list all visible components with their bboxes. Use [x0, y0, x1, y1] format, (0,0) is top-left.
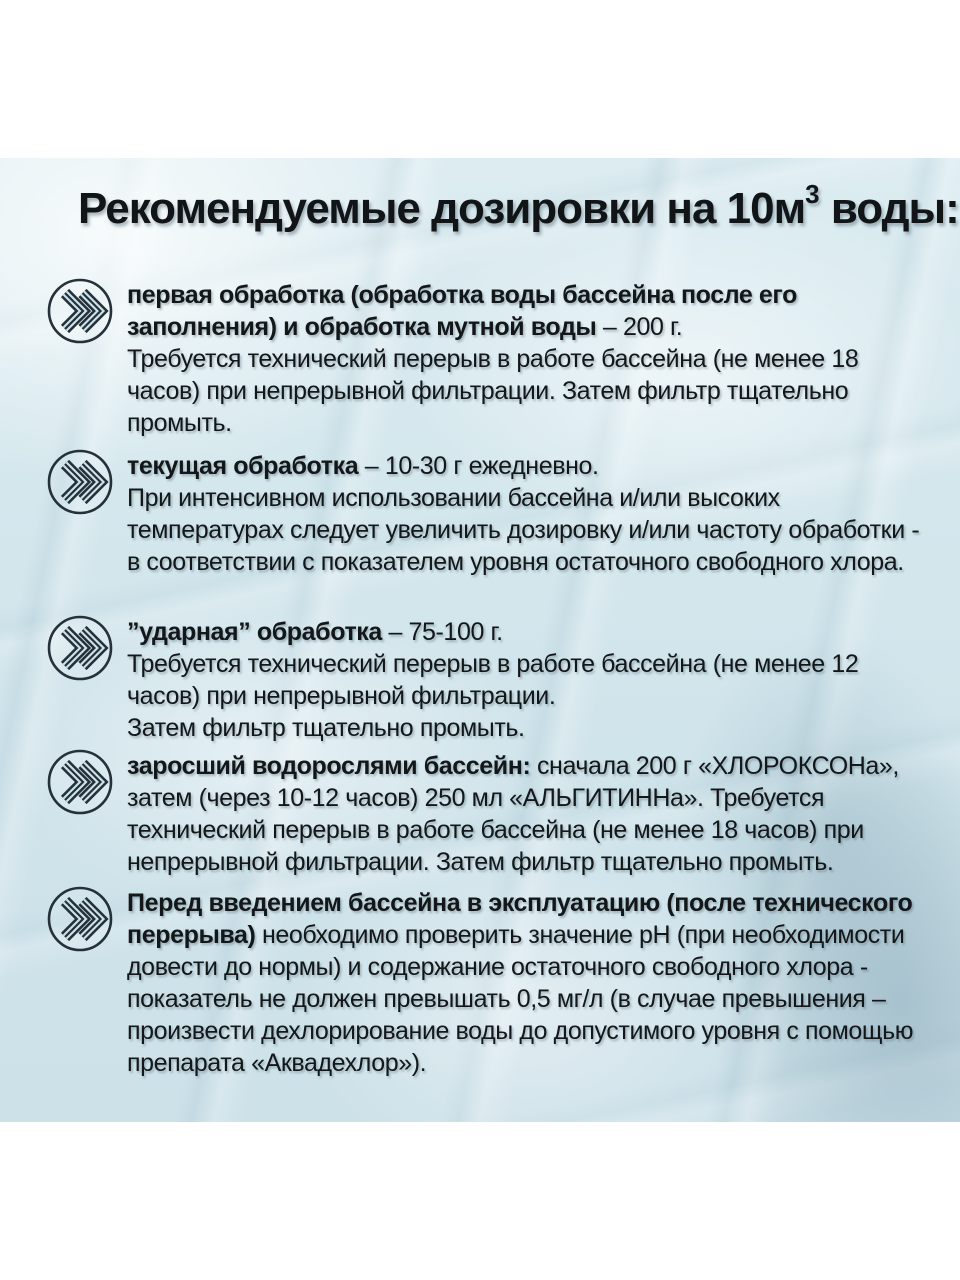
text-run-bold: Перед введением бассейна в эксплуатацию (после технического перерыва): [127, 889, 913, 949]
text-run: Затем фильтр тщательно промыть.: [127, 714, 525, 742]
bullet-paragraph: [127, 343, 932, 439]
text-run-bold: текущая обработка: [127, 452, 359, 480]
title-superscript: 3: [805, 179, 820, 210]
water-background: [0, 158, 960, 1122]
text-run: – 75-100 г.: [381, 618, 503, 646]
text-run: При интенсивном использовании бассейна и/или высоких температурах следует увеличить дозировку и/или частоту обработки - в соответствии с показателем уровня остаточного свободного хлора.: [127, 484, 920, 576]
text-run: – 10-30 г ежедневно.: [358, 452, 599, 480]
bullet-text: [127, 748, 932, 878]
list-item: [46, 448, 934, 578]
bullet-text: [127, 614, 932, 744]
text-run: – 200 г.: [596, 313, 683, 341]
bullet-paragraph: [127, 750, 932, 878]
text-run: Требуется технический перерыв в работе бассейна (не менее 18 часов) при непрерывной фильтрации. Затем фильтр тщательно промыть.: [127, 345, 859, 437]
text-run: Требуется технический перерыв в работе бассейна (не менее 12 часов) при непрерывной фильтрации.: [127, 650, 859, 710]
list-item: [46, 277, 934, 439]
bullet-text: [127, 885, 932, 1079]
double-chevron-right-icon: [46, 748, 114, 816]
bullet-paragraph: [127, 450, 932, 482]
list-item: [46, 885, 934, 1079]
title-main: Рекомендуемые дозировки на 10м: [78, 184, 806, 233]
text-run-bold: заросший водорослями бассейн:: [127, 752, 531, 780]
double-chevron-right-icon: [46, 277, 114, 345]
double-chevron-right-icon: [46, 448, 114, 516]
text-run-bold: ”ударная” обработка: [127, 618, 382, 646]
text-run: сначала 200 г «ХЛОРОКСОНа», затем (через 10-12 часов) 250 мл «АЛЬГИТИННа». Требуется технический перерыв в работе бассейна (не менее 18 часов) при непрерывной фильтрации. Затем фильтр тщательно промыть.: [127, 752, 899, 876]
bullet-paragraph: [127, 648, 932, 712]
list-item: [46, 614, 934, 744]
bullet-paragraph: [127, 279, 932, 343]
list-item: [46, 748, 934, 878]
bullet-paragraph: [127, 887, 932, 1079]
text-run-bold: первая обработка (обработка воды бассейна после его заполнения) и обработка мутной воды: [127, 281, 797, 341]
text-run: необходимо проверить значение pH (при необходимости довести до нормы) и содержание остаточного свободного хлора - показатель не должен превышать 0,5 мг/л (в случае превышения – произвести дехлорирование воды до допустимого уровня с помощью препарата «Аквадехлор»).: [127, 921, 914, 1077]
bullet-paragraph: [127, 712, 932, 744]
bullet-paragraph: [127, 616, 932, 648]
bullet-text: [127, 448, 932, 578]
double-chevron-right-icon: [46, 885, 114, 953]
dosage-list: [0, 158, 960, 1122]
bullet-paragraph: [127, 482, 932, 578]
title-tail: воды:: [819, 184, 959, 233]
double-chevron-right-icon: [46, 614, 114, 682]
bullet-text: [127, 277, 932, 439]
